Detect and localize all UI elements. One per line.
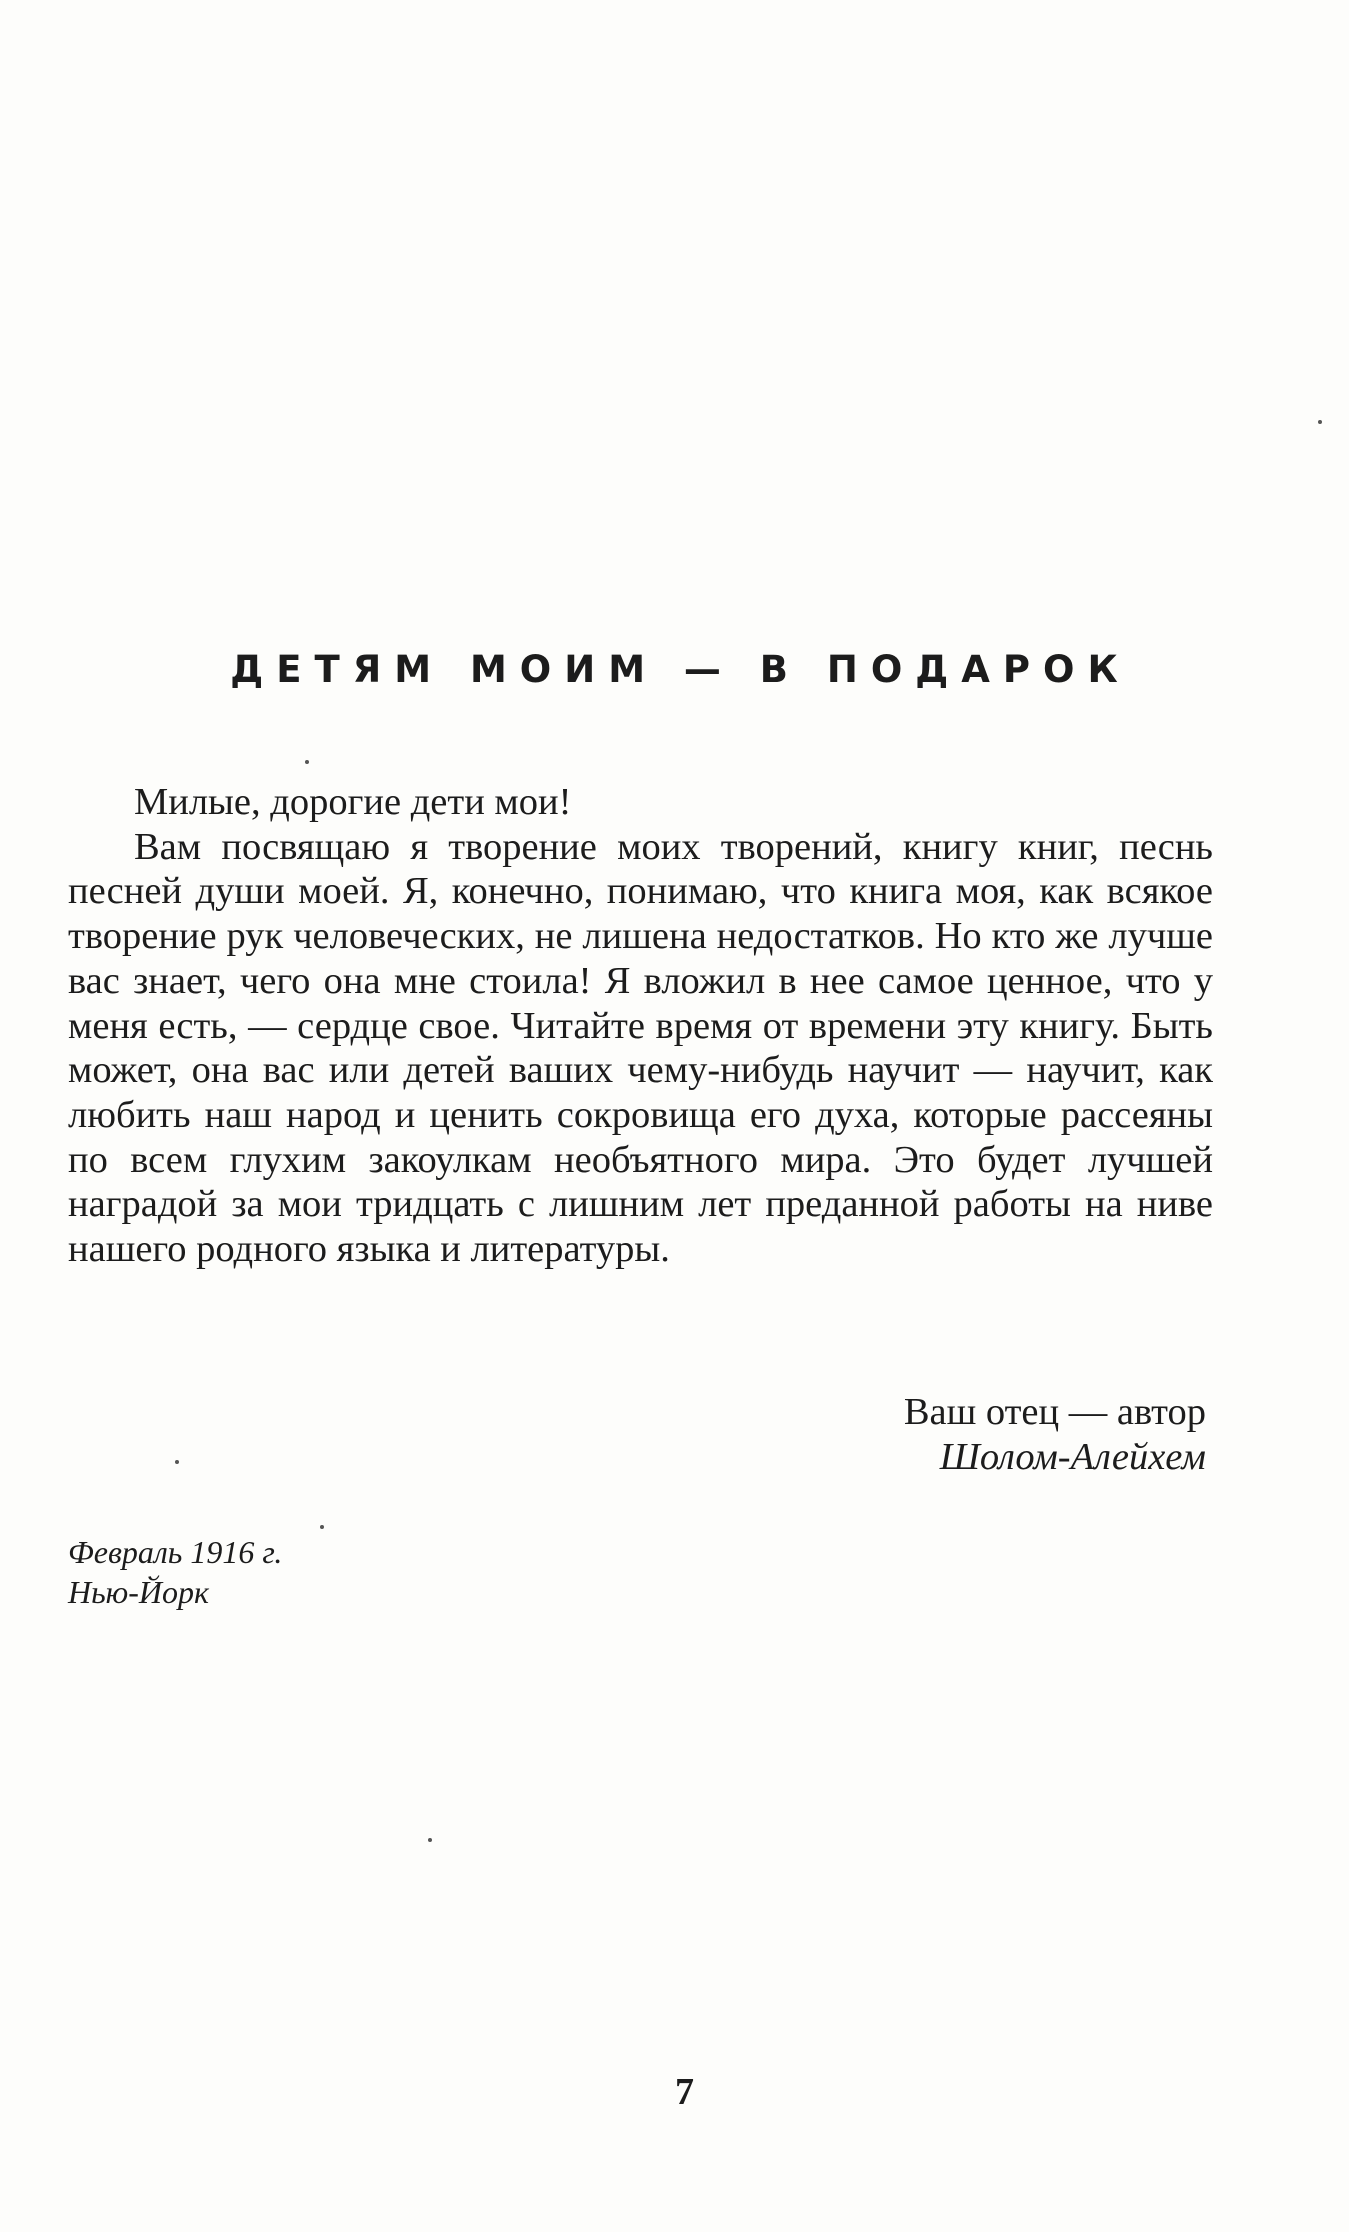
salutation: Милые, дорогие дети мои! xyxy=(134,781,572,823)
signature-line: Ваш отец — автор xyxy=(903,1391,1206,1433)
dateline xyxy=(68,1532,282,1612)
date: Февраль 1916 г. xyxy=(68,1534,283,1570)
scan-speck xyxy=(428,1838,432,1842)
page-number: 7 xyxy=(675,2071,694,2113)
dedication-paragraph: Вам посвящаю я творение моих творений, книгу книг, песнь песней души моей. Я, конечно, понимаю, что книга моя, как всякое творение рук человеческих, не лишена недостатков. Но кто же лучше вас знает, чего она мне стоила! Я вложил в нее самое ценное, что у меня есть, — сердце свое. Читайте время от времени эту книгу. Быть может, она вас или детей ваших чему-нибудь научит — научит, как любить наш народ и ценить сокровища его духа, которые рассеяны по всем глухим закоулкам необъятного мира. Это будет лучшей наградой за мои тридцать с лишним лет преданной работы на ниве нашего родного языка и литературы. xyxy=(68,825,1213,1271)
signature-block xyxy=(904,1390,1206,1479)
scan-speck xyxy=(1318,420,1322,424)
scan-speck xyxy=(320,1525,324,1529)
dedication-title: ДЕТЯМ МОИМ — В ПОДАРОК xyxy=(230,648,1131,691)
place: Нью-Йорк xyxy=(68,1574,209,1610)
scan-speck xyxy=(305,760,309,764)
scan-speck xyxy=(175,1460,179,1464)
author-name: Шолом-Алейхем xyxy=(939,1435,1206,1478)
dedication-body xyxy=(68,780,1213,1272)
